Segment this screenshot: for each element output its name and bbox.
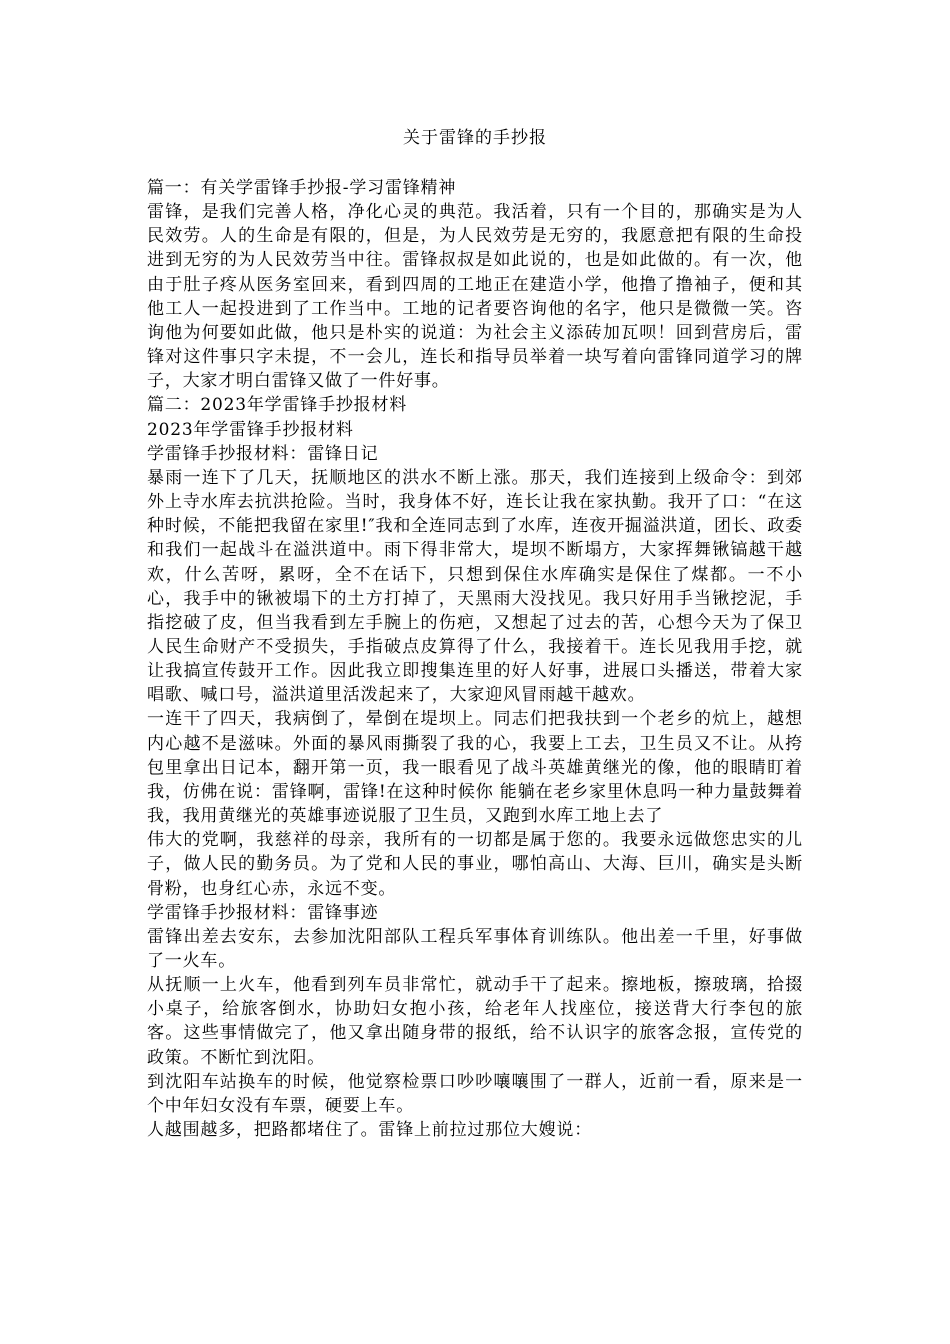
subheading: 2023年学雷锋手抄报材料 [147,419,354,440]
paragraph: 人越围越多，把路都堵住了。雷锋上前拉过那位大嫂说： [147,1120,592,1141]
document-title: 关于雷锋的手抄报 [403,128,547,148]
subheading: 学雷锋手抄报材料：雷锋事迹 [147,902,379,923]
paragraph: 到沈阳车站换车的时候，他觉察检票口吵吵嚷嚷围了一群人，近前一看，原来是一个中年妇女没有车票，硬要上车。 [147,1071,803,1116]
paragraph: 伟大的党啊，我慈祥的母亲，我所有的一切都是属于您的。我要永远做您忠实的儿子，做人民的勤务员。为了党和人民的事业，哪怕高山、大海、巨川，确实是头断骨粉，也身红心赤，永远不变。 [147,830,803,899]
section-heading-1: 篇一：有关学雷锋手抄报-学习雷锋精神 [147,178,457,198]
paragraph: 雷锋出差去安东，去参加沈阳部队工程兵军事体育训练队。他出差一千里，好事做了一火车。 [147,926,803,971]
section-heading-2: 篇二：2023年学雷锋手抄报材料 [147,395,408,416]
paragraph: 雷锋，是我们完善人格，净化心灵的典范。我活着，只有一个目的，那确实是为人民效劳。人的生命是有限的，但是，为人民效劳是无穷的，我愿意把有限的生命投进到无穷的为人民效劳当中往。雷锋叔叔是如此说的，也是如此做的。有一次，他由于肚子疼从医务室回来，看到四周的工地正在建造小学，他撸了撸袖子，便和其他工人一起投进到了工作当中。工地的记者要咨询他的名字，他只是微微一笑。咨询他为何要如此做，他只是朴实的说道：为社会主义添砖加瓦呗！回到营房后，雷锋对这件事只字未提，不一会儿，连长和指导员举着一块写着向雷锋同道学习的牌子，大家才明白雷锋又做了一件好事。 [147,202,803,392]
paragraph: 一连干了四天，我病倒了，晕倒在堤坝上。同志们把我扶到一个老乡的炕上，越想内心越不是滋味。外面的暴风雨撕裂了我的心，我要上工去，卫生员又不让。从挎包里拿出日记本，翻开第一页，我一眼看见了战斗英雄黄继光的像，他的眼睛盯着我，仿佛在说：雷锋啊，雷锋!在这种时候你 能躺在老乡家里休息吗一种力量鼓舞着我，我用黄继光的英雄事迹说服了卫生员，又跑到水库工地上去了 [147,709,803,827]
paragraph: 从抚顺一上火车，他看到列车员非常忙，就动手干了起来。擦地板，擦玻璃，拾掇小桌子，给旅客倒水，协助妇女抱小孩，给老年人找座位，接送背大行李包的旅客。这些事情做完了，他又拿出随身带的报纸，给不认识字的旅客念报，宣传党的政策。不断忙到沈阳。 [147,975,803,1068]
document-body [147,176,803,1142]
subheading: 学雷锋手抄报材料：雷锋日记 [147,443,379,464]
paragraph: 暴雨一连下了几天，抚顺地区的洪水不断上涨。那天，我们连接到上级命令：到郊外上寺水库去抗洪抢险。当时，我身体不好，连长让我在家执勤。我开了口：“在这种时候，不能把我留在家里!″我和全连同志到了水库，连夜开掘溢洪道，团长、政委和我们一起战斗在溢洪道中。雨下得非常大，堤坝不断塌方，大家挥舞锹镐越干越欢，什么苦呀，累呀，全不在话下，只想到保住水库确实是保住了煤都。一不小心，我手中的锹被塌下的土方打掉了，天黑雨大没找见。我只好用手当锹挖泥，手指挖破了皮，但当我看到左手腕上的伤疤，又想起了过去的苦，心想今天为了保卫人民生命财产不受损失，手指破点皮算得了什么，我接着干。连长见我用手挖，就让我搞宣传鼓开工作。因此我立即搜集连里的好人好事，进展口头播送，带着大家唱歌、喊口号，溢洪道里活泼起来了，大家迎风冒雨越干越欢。 [147,467,803,706]
